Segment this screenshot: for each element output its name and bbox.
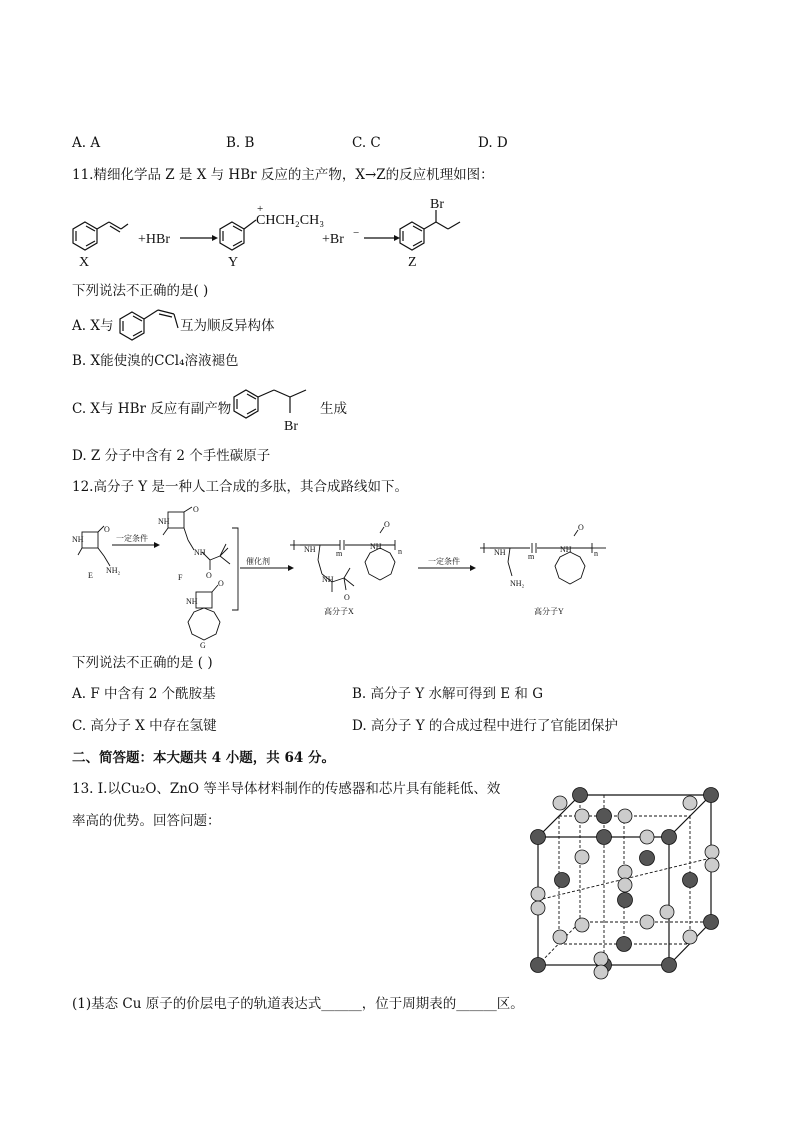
- svg-text:+: +: [257, 203, 264, 215]
- svg-text:O: O: [218, 579, 224, 588]
- q11-stem: 11.精细化学品 Z 是 X 与 HBr 反应的主产物，X→Z的反应机理如图：: [72, 167, 494, 183]
- svg-text:催化剂: 催化剂: [246, 557, 270, 566]
- molecule-y: [220, 220, 256, 250]
- q12-prompt: 下列说法不正确的是 ( ): [72, 655, 213, 671]
- plus-hbr: +HBr: [138, 232, 171, 247]
- svg-text:O: O: [384, 520, 390, 529]
- q12-option-c: C. 高分子 X 中存在氢键: [72, 718, 217, 734]
- svg-text:E: E: [88, 571, 93, 580]
- q11-option-d: D. Z 分子中含有 2 个手性碳原子: [72, 448, 271, 464]
- svg-text:NH: NH: [304, 545, 316, 554]
- label-z: Z: [408, 255, 417, 270]
- svg-text:NH: NH: [158, 517, 170, 526]
- svg-text:G: G: [200, 641, 206, 650]
- svg-text:NH: NH: [186, 597, 198, 606]
- svg-text:O: O: [206, 571, 212, 580]
- svg-text:NH: NH: [194, 548, 206, 557]
- q12-option-d: D. 高分子 Y 的合成过程中进行了官能团保护: [352, 718, 618, 734]
- svg-text:高分子Y: 高分子Y: [534, 607, 564, 616]
- svg-text:m: m: [528, 552, 535, 561]
- svg-text:高分子X: 高分子X: [324, 607, 354, 616]
- svg-text:NH₂: NH₂: [510, 579, 525, 588]
- q13-line1: 13. Ⅰ.以Cu₂O、ZnO 等半导体材料制作的传感器和芯片具有能耗低、效: [72, 781, 501, 797]
- z-br: Br: [430, 197, 444, 212]
- q11-option-c-pre: C. X与 HBr 反应有副产物: [72, 401, 232, 417]
- svg-text:NH: NH: [494, 548, 506, 557]
- label-x: X: [79, 255, 90, 270]
- molecule-x: [73, 222, 128, 250]
- svg-text:O: O: [104, 525, 110, 534]
- svg-text:−: −: [353, 227, 360, 239]
- q10-option-b: B. B: [226, 135, 255, 151]
- q10-option-c: C. C: [352, 135, 381, 151]
- q12-option-a: A. F 中含有 2 个酰胺基: [72, 686, 216, 702]
- q12-option-b: B. 高分子 Y 水解可得到 E 和 G: [352, 686, 544, 702]
- svg-text:一定条件: 一定条件: [116, 534, 148, 543]
- svg-text:NH: NH: [72, 535, 84, 544]
- svg-text:O: O: [193, 505, 199, 514]
- q11-option-a-post: 互为顺反异构体: [180, 318, 275, 334]
- svg-text:n: n: [398, 547, 402, 556]
- svg-text:O: O: [578, 523, 584, 532]
- svg-text:m: m: [336, 549, 343, 558]
- svg-text:F: F: [178, 573, 183, 582]
- q10-option-a: A. A: [72, 135, 101, 151]
- side-product-br: Br: [284, 419, 298, 434]
- q11-option-c-post: 生成: [320, 401, 347, 417]
- svg-text:NH: NH: [370, 542, 382, 551]
- svg-text:NH: NH: [322, 575, 334, 584]
- q11-option-a-pre: A. X与: [72, 318, 114, 334]
- q12-stem: 12.高分子 Y 是一种人工合成的多肽，其合成路线如下。: [72, 479, 408, 495]
- plus-br: +Br: [322, 232, 344, 247]
- molecule-z: [400, 210, 460, 250]
- q12-synthesis-scheme: [0, 500, 794, 650]
- svg-text:n: n: [594, 549, 598, 558]
- y-substituent: CHCH₂CH₃: [256, 213, 325, 228]
- svg-text:NH: NH: [560, 545, 572, 554]
- section-heading: 二、简答题：本大题共 4 小题，共 64 分。: [72, 750, 335, 766]
- svg-text:NH₂: NH₂: [106, 566, 121, 575]
- q11-option-b: B. X能使溴的CCl₄溶液褪色: [72, 353, 239, 369]
- svg-text:O: O: [344, 593, 350, 602]
- crystal-lattice-diagram: [524, 782, 724, 982]
- q11-prompt: 下列说法不正确的是( ): [72, 283, 209, 299]
- side-product-structure: [230, 386, 330, 434]
- q13-sub1: (1)基态 Cu 原子的价层电子的轨道表达式______，位于周期表的______区。: [72, 996, 524, 1012]
- label-y: Y: [228, 255, 239, 270]
- svg-text:一定条件: 一定条件: [428, 557, 460, 566]
- q13-line2: 率高的优势。回答问题：: [72, 813, 221, 829]
- q10-option-d: D. D: [478, 135, 508, 151]
